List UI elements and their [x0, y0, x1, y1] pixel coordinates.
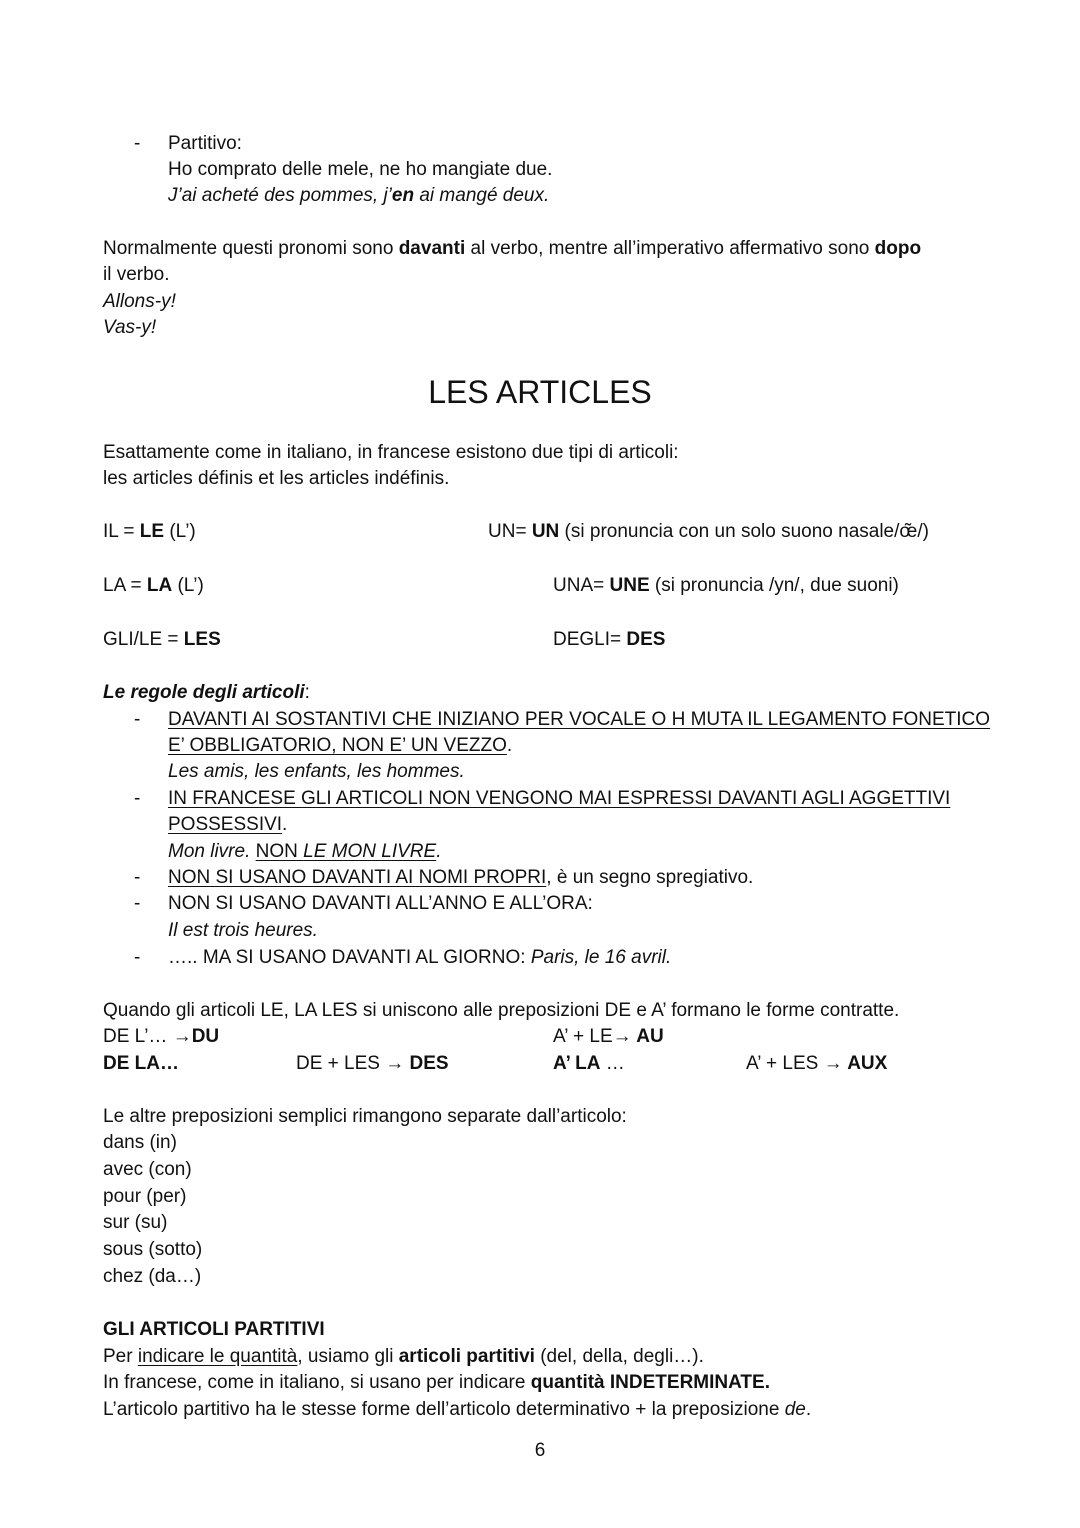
rule-2-line-2: POSSESSIVI. [168, 814, 288, 835]
definite-article-row: LA = LA (L’) [103, 575, 204, 596]
definite-article-row: GLI/LE = LES [103, 629, 221, 650]
bullet-dash: - [134, 893, 141, 914]
contracted-a-le: A’ + LE→ AU [553, 1026, 664, 1047]
rule-2-line-1: IN FRANCESE GLI ARTICOLI NON VENGONO MAI ESPRESSI DAVANTI AGLI AGGETTIVI [168, 788, 951, 809]
preposition-item: avec (con) [103, 1159, 192, 1180]
partitive-italian: Ho comprato delle mele, ne ho mangiate due. [168, 159, 553, 180]
example-allons-y: Allons-y! [103, 291, 176, 312]
preposition-item: pour (per) [103, 1186, 187, 1207]
indefinite-article-row: UN= UN (si pronuncia con un solo suono nasale/œ̃/) [488, 521, 929, 542]
partitive-articles-line-2: In francese, come in italiano, si usano per indicare quantità INDETERMINATE. [103, 1372, 770, 1393]
rule-3: NON SI USANO DAVANTI AI NOMI PROPRI, è un segno spregiativo. [168, 867, 754, 888]
section-title: LES ARTICLES [428, 374, 652, 410]
preposition-item: sur (su) [103, 1212, 168, 1233]
partitive-articles-heading: GLI ARTICOLI PARTITIVI [103, 1319, 325, 1340]
rule-2-example: Mon livre. NON LE MON LIVRE. [168, 841, 442, 862]
bullet-dash: - [134, 947, 141, 968]
page-number: 6 [534, 1440, 546, 1461]
rule-4: NON SI USANO DAVANTI ALL’ANNO E ALL’ORA: [168, 893, 593, 914]
rule-1-line-2: E’ OBBLIGATORIO, NON E’ UN VEZZO. [168, 735, 513, 756]
rule-5: ….. MA SI USANO DAVANTI AL GIORNO: Paris, le 16 avril. [168, 947, 672, 968]
partitive-articles-line-3: L’articolo partitivo ha le stesse forme dell’articolo determinativo + la preposizione de. [103, 1399, 812, 1420]
pronoun-position-text-cont: il verbo. [103, 264, 170, 285]
contracted-de-la: DE LA… [103, 1053, 179, 1074]
indefinite-article-row: DEGLI= DES [553, 629, 666, 650]
preposition-item: dans (in) [103, 1132, 177, 1153]
bullet-dash: - [134, 867, 141, 888]
bullet-dash: - [134, 133, 141, 154]
intro-line-2: les articles définis et les articles indéfinis. [103, 468, 450, 489]
partitive-french: J’ai acheté des pommes, j’en ai mangé deux. [168, 185, 550, 206]
prepositions-intro: Le altre preposizioni semplici rimangono separate dall’articolo: [103, 1106, 627, 1127]
pronoun-position-text: Normalmente questi pronomi sono davanti al verbo, mentre all’imperativo affermativo sono dopo [103, 238, 922, 259]
contracted-a-la: A’ LA … [553, 1053, 625, 1074]
partitive-articles-line-1: Per indicare le quantità, usiamo gli articoli partitivi (del, della, degli…). [103, 1346, 704, 1367]
rules-heading: Le regole degli articoli: [103, 682, 310, 703]
definite-article-row: IL = LE (L’) [103, 521, 196, 542]
rule-4-example: Il est trois heures. [168, 920, 318, 941]
contracted-de-les: DE + LES → DES [296, 1053, 449, 1074]
partitive-label: Partitivo: [168, 133, 242, 154]
intro-line-1: Esattamente come in italiano, in francese esistono due tipi di articoli: [103, 442, 679, 463]
preposition-item: sous (sotto) [103, 1239, 203, 1260]
indefinite-article-row: UNA= UNE (si pronuncia /yn/, due suoni) [553, 575, 899, 596]
bullet-dash: - [134, 709, 141, 730]
rule-1-example: Les amis, les enfants, les hommes. [168, 761, 465, 782]
contracted-intro: Quando gli articoli LE, LA LES si uniscono alle preposizioni DE e A’ formano le forme contratte. [103, 1000, 900, 1021]
bullet-dash: - [134, 788, 141, 809]
rule-1-line-1: DAVANTI AI SOSTANTIVI CHE INIZIANO PER VOCALE O H MUTA IL LEGAMENTO FONETICO [168, 709, 991, 730]
preposition-item: chez (da…) [103, 1266, 202, 1287]
example-vas-y: Vas-y! [103, 317, 157, 338]
contracted-de-l: DE L’… →DU [103, 1026, 220, 1047]
contracted-a-les: A’ + LES → AUX [746, 1053, 888, 1074]
